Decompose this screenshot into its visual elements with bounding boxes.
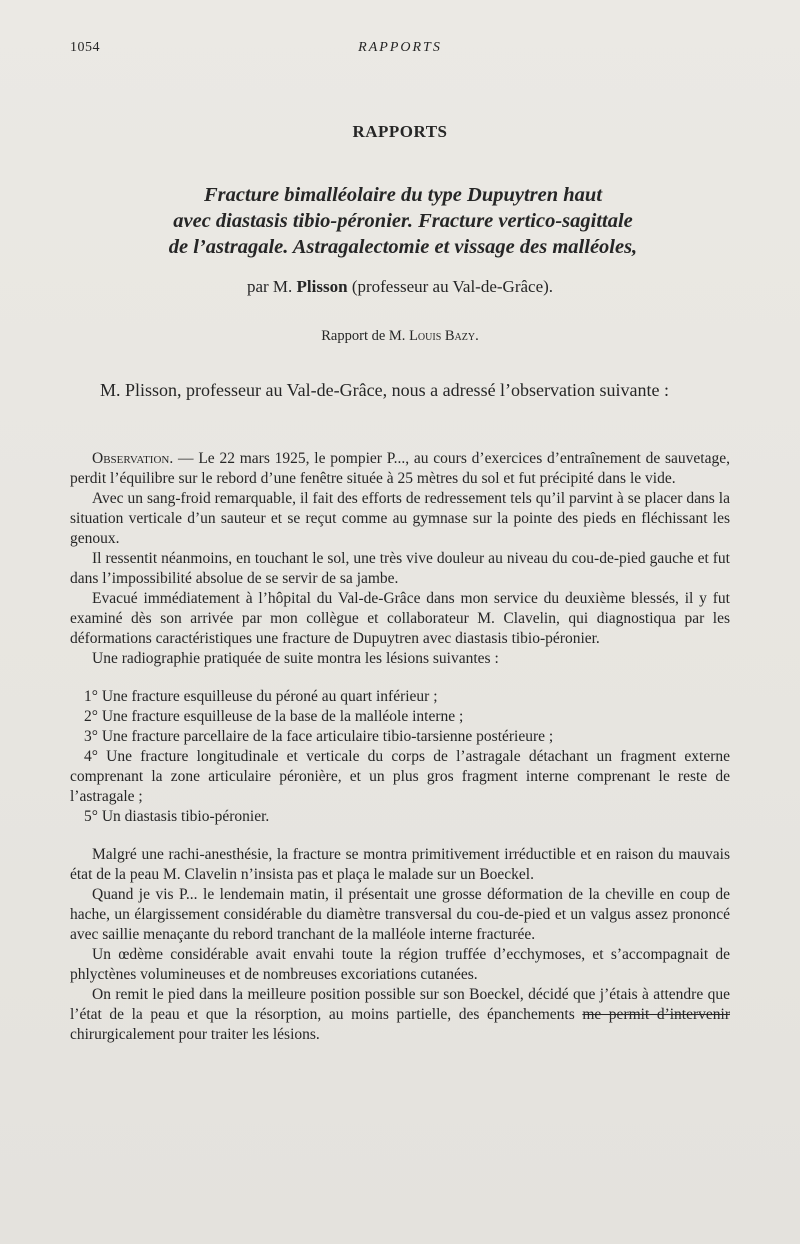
article-title-line: avec diastasis tibio-péronier. Fracture vertico-sagittale — [173, 210, 633, 232]
list-item: 3° Une fracture parcellaire de la face articulaire tibio-tarsienne postérieure ; — [84, 728, 554, 745]
observation-body — [70, 449, 730, 1045]
paragraph: Il ressentit néanmoins, en touchant le sol, une très vive douleur au niveau du cou-de-pied gauche et fut dans l’impossibilité absolue de se servir de sa jambe. — [70, 550, 730, 587]
struck-text: me permit d’intervenir — [582, 1006, 730, 1023]
paragraph: Quand je vis P... le lendemain matin, il présentait une grosse déformation de la cheville en coup de hache, un élargissement considérable du diamètre transversal du cou-de-pied et un valgus assez prononcé avec saillie menaçante du rebord tranchant de la malléole interne fracturée. — [70, 886, 730, 943]
observation-paragraph — [70, 449, 730, 489]
article-title — [78, 182, 728, 260]
text-span: chirurgicalement pour traiter les lésions. — [70, 1026, 320, 1043]
observation-label: Observation. — [92, 450, 174, 467]
running-head — [70, 40, 730, 60]
paragraph: Une radiographie pratiquée de suite montra les lésions suivantes : — [92, 650, 499, 667]
author-name: Plisson — [296, 277, 348, 296]
byline — [0, 277, 800, 297]
lesion-list — [70, 687, 730, 827]
observation-text: — Le 22 mars 1925, le pompier P..., au cours d’exercices d’entraînement de sauvetage, perdit l’équilibre sur le rebord d’une fenêtre située à 25 mètres du sol et fut précipité dans le vide. — [70, 450, 731, 487]
running-title: RAPPORTS — [358, 40, 442, 55]
reporter-name: Louis Bazy. — [409, 328, 479, 344]
list-item: 2° Une fracture esquilleuse de la base de la malléole interne ; — [84, 708, 464, 725]
list-item: 5° Un diastasis tibio-péronier. — [84, 808, 270, 825]
paragraph: Un œdème considérable avait envahi toute la région truffée d’ecchymoses, et s’accompagnait de phlyctènes volumineuses et de nombreuses excoriations cutanées. — [70, 946, 730, 983]
author-affiliation: (professeur au Val-de-Grâce). — [351, 277, 554, 296]
list-item: 1° Une fracture esquilleuse du péroné au quart inférieur ; — [84, 688, 438, 705]
byline-prefix: par M. — [246, 277, 293, 296]
paragraph: Avec un sang-froid remarquable, il fait des efforts de redressement tels qu’il parvint à se placer dans la situation verticale d’un sauteur et se reçut comme au gymnase sur la pointe des pieds en fléchissant les genoux. — [70, 490, 730, 547]
intro-text: M. Plisson, professeur au Val-de-Grâce, nous a adressé l’observation suivante : — [100, 380, 670, 400]
list-item: 4° Une fracture longitudinale et verticale du corps de l’astragale détachant un fragment externe comprenant la zone articulaire péronière, et un plus gros fragment interne comprenant le reste de l’astragale ; — [70, 748, 730, 805]
article-title-line: de l’astragale. Astragalectomie et vissage des malléoles, — [168, 236, 638, 258]
reporter-prefix: Rapport de M. — [321, 328, 406, 344]
intro-paragraph — [70, 379, 730, 402]
article-title-line: Fracture bimalléolaire du type Dupuytren haut — [203, 184, 603, 206]
reporter-line — [0, 328, 800, 345]
text-span: On remit le pied dans la meilleure position possible sur son Boeckel, décidé que j’étais à attendre que l’état de la peau et que la résorption, au moins partielle, des épanchements — [70, 986, 730, 1023]
paragraph — [70, 985, 730, 1045]
paragraph: Malgré une rachi-anesthésie, la fracture se montra primitivement irréductible et en raison du mauvais état de la peau M. Clavelin n’insista pas et plaça le malade sur un Boeckel. — [70, 846, 730, 883]
paragraph: Evacué immédiatement à l’hôpital du Val-de-Grâce dans mon service du deuxième blessés, il y fut examiné dès son arrivée par mon collègue et collaborateur M. Clavelin, qui diagnostiqua par les déformations caractéristiques une fracture de Dupuytren avec diastasis tibio-péronier. — [70, 590, 730, 647]
page-number: 1054 — [70, 40, 100, 55]
section-title: RAPPORTS — [352, 122, 448, 141]
